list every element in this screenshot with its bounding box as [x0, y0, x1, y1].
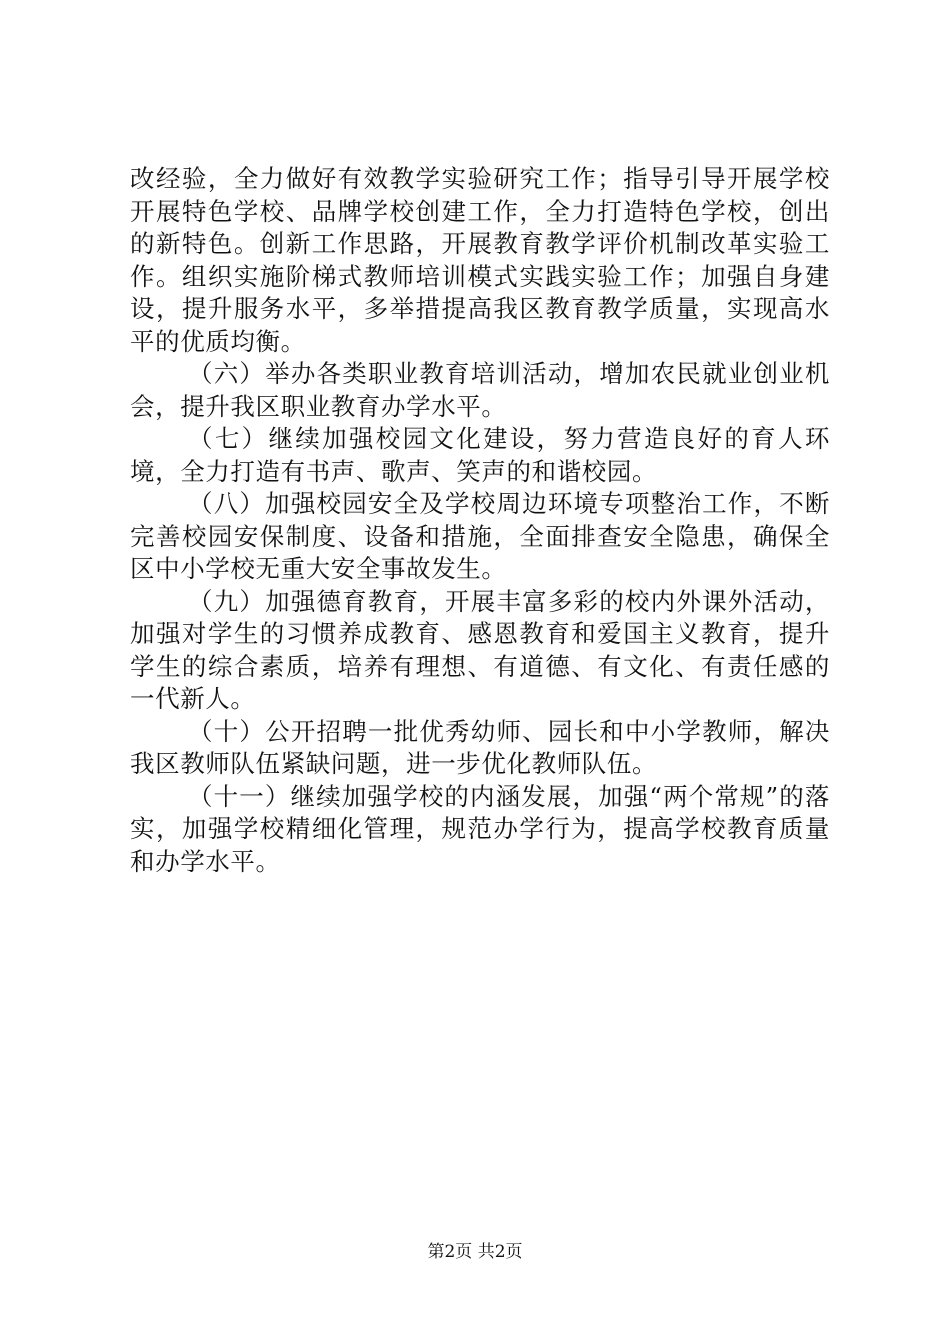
paragraph-item-8: （八）加强校园安全及学校周边环境专项整治工作，不断完善校园安保制度、设备和措施，全面排查安全隐患，确保全区中小学校无重大安全事故发生。 — [130, 489, 830, 583]
page-number-footer: 第2页 共2页 — [427, 1242, 523, 1262]
paragraph-continuation: 改经验，全力做好有效教学实验研究工作；指导引导开展学校开展特色学校、品牌学校创建工作，全力打造特色学校，创出的新特色。创新工作思路，开展教育教学评价机制改革实验工作。组织实施阶梯式教师培训模式实践实验工作；加强自身建设，提升服务水平，多举措提高我区教育教学质量，实现高水平的优质均衡。 — [130, 164, 830, 356]
paragraph-item-9: （九）加强德育教育，开展丰富多彩的校内外课外活动，加强对学生的习惯养成教育、感恩教育和爱国主义教育，提升学生的综合素质，培养有理想、有道德、有文化、有责任感的一代新人。 — [130, 586, 830, 713]
paragraph-item-6: （六）举办各类职业教育培训活动，增加农民就业创业机会，提升我区职业教育办学水平。 — [130, 359, 830, 421]
paragraph-item-11: （十一）继续加强学校的内涵发展，加强“两个常规”的落实，加强学校精细化管理，规范办学行为，提高学校教育质量和办学水平。 — [130, 781, 830, 876]
document-body — [130, 163, 830, 878]
paragraph-item-7: （七）继续加强校园文化建设，努力营造良好的育人环境，全力打造有书声、歌声、笑声的和谐校园。 — [130, 424, 830, 486]
paragraph-item-10: （十）公开招聘一批优秀幼师、园长和中小学教师，解决我区教师队伍紧缺问题，进一步优化教师队伍。 — [130, 716, 830, 778]
